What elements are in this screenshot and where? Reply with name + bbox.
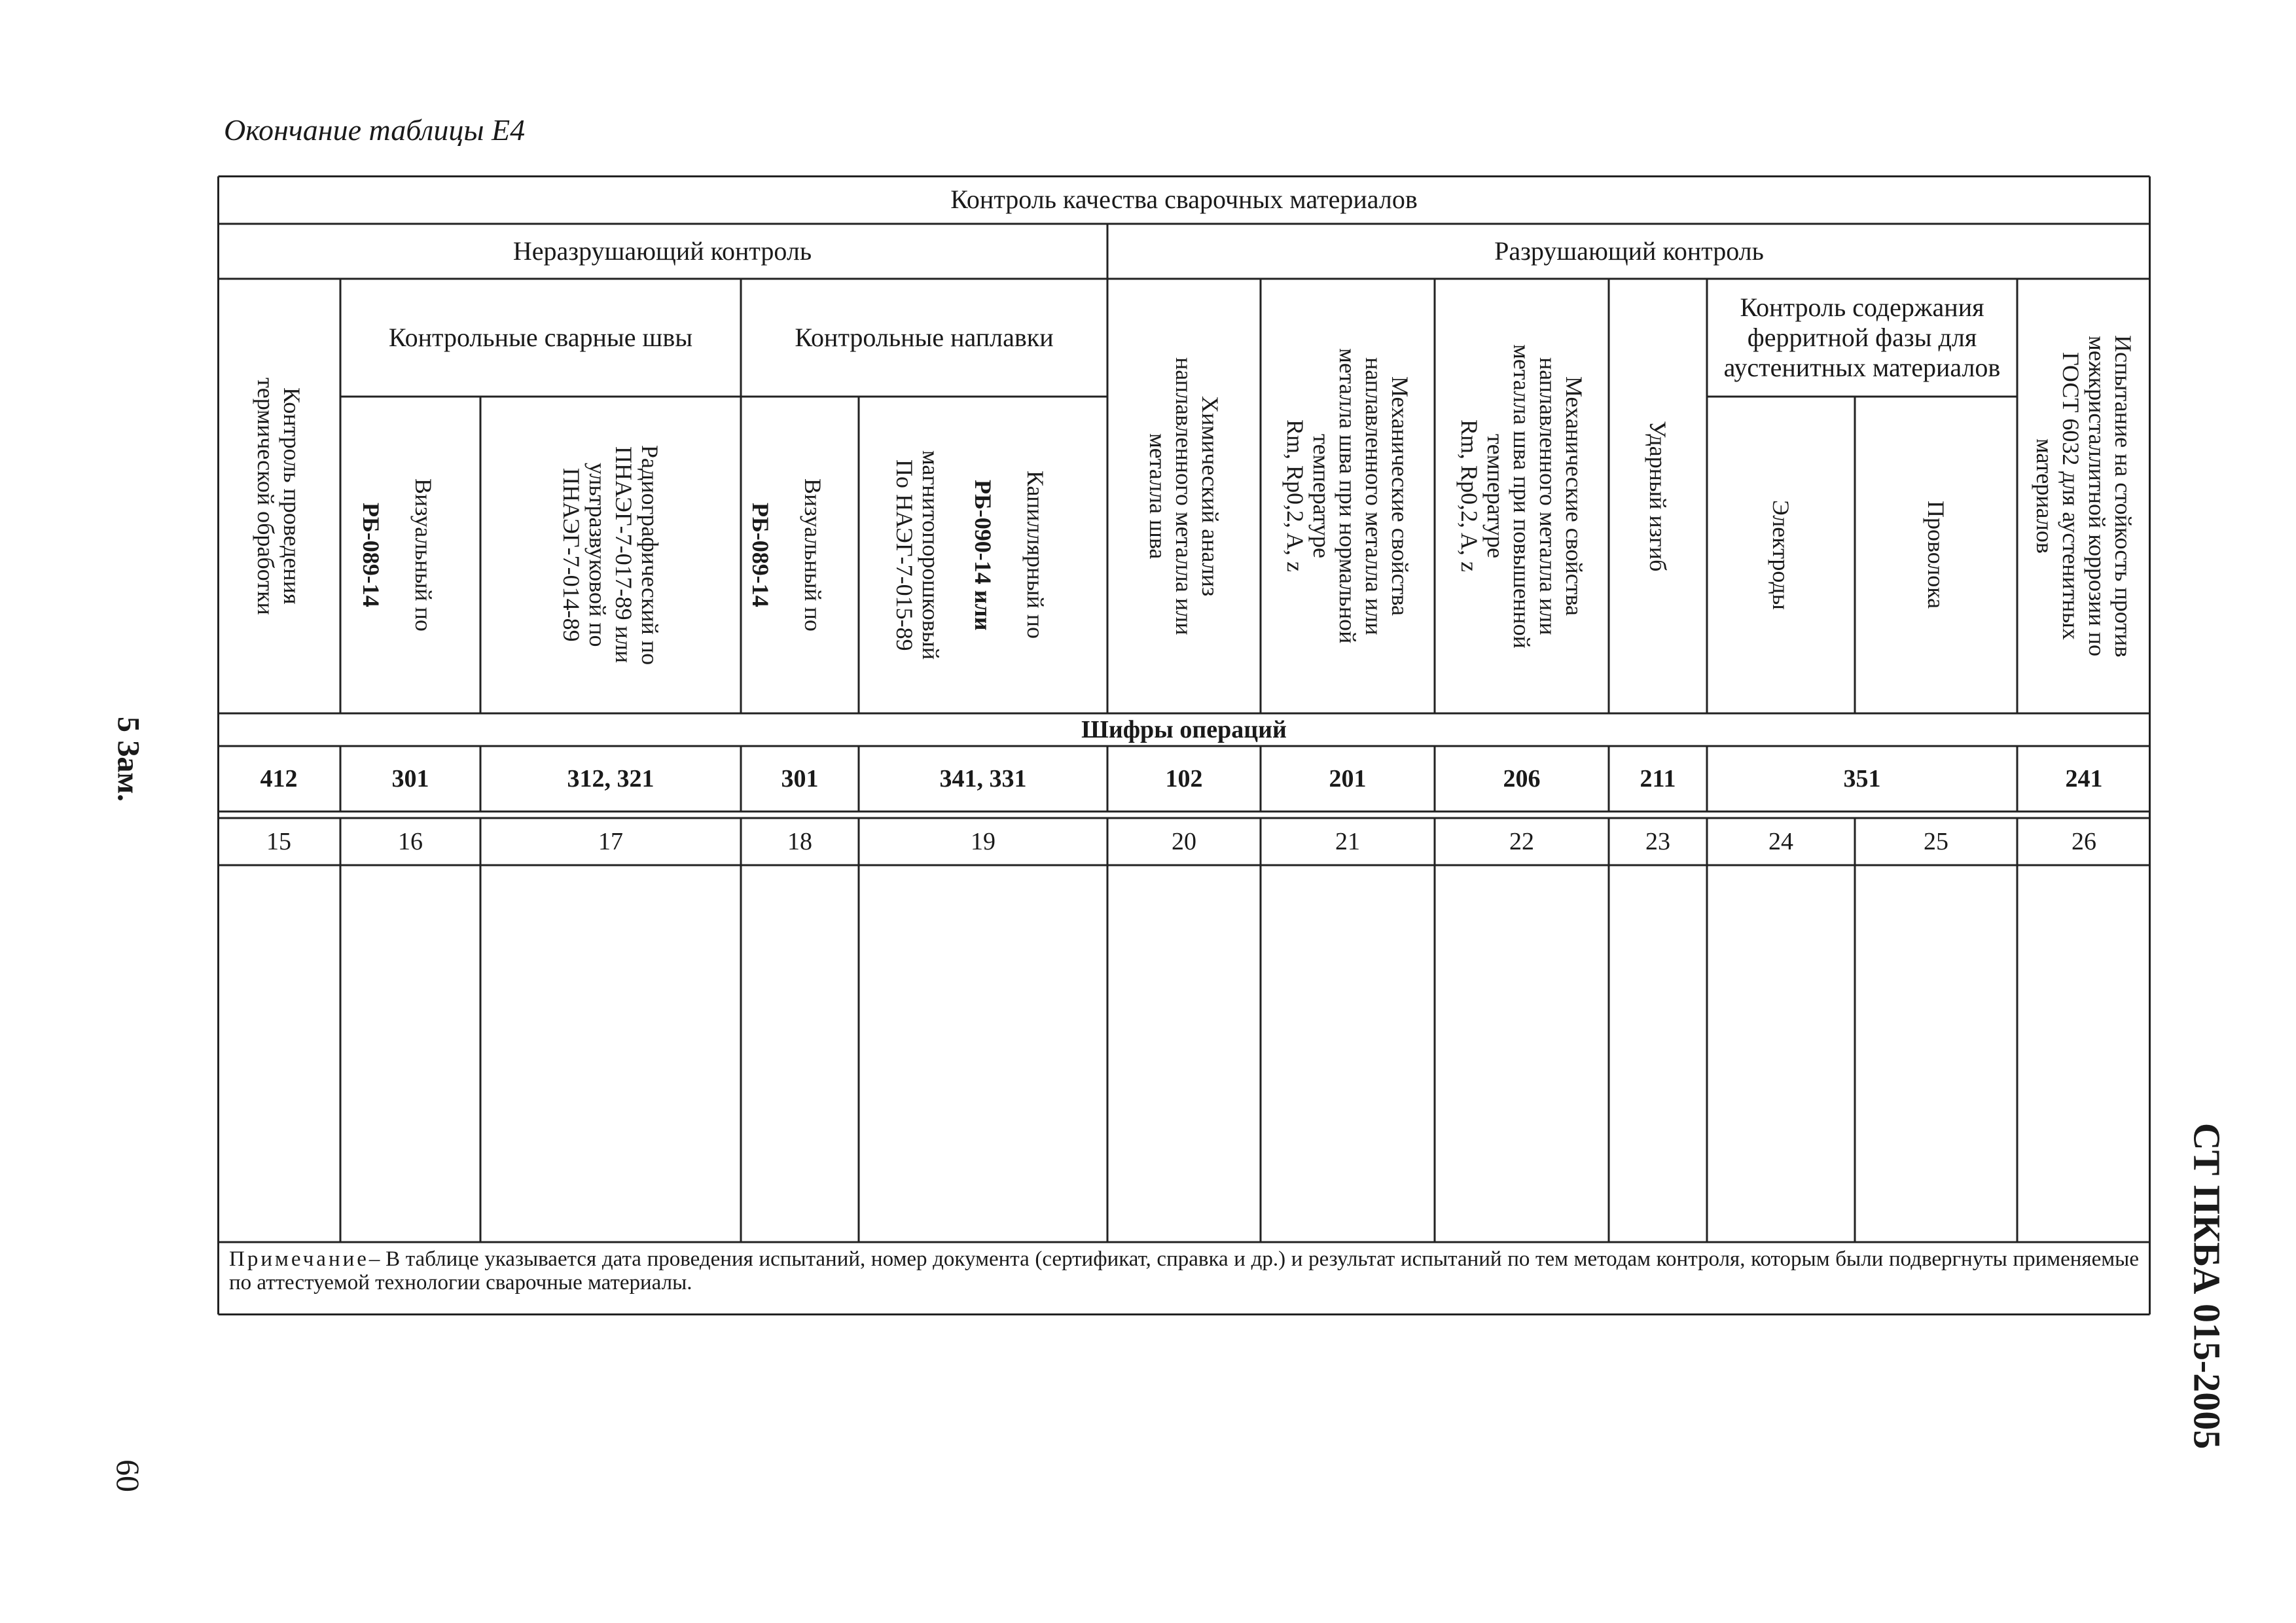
column-number: 20 bbox=[1172, 828, 1196, 855]
standard-designation: СТ ПКБА 015-2005 bbox=[2185, 1122, 2229, 1450]
column-number: 18 bbox=[787, 828, 812, 855]
column-number: 17 bbox=[598, 828, 623, 855]
header-visual-welds-method: Визуальный по bbox=[410, 478, 437, 632]
header-impact-bend-text: Ударный изгиб bbox=[1645, 420, 1671, 572]
column-number: 25 bbox=[1924, 828, 1948, 855]
subgroup-control-overlays: Контрольные наплавки bbox=[795, 323, 1054, 352]
codes-label: Шифры операций bbox=[1081, 716, 1287, 743]
code-cell: 206 bbox=[1503, 765, 1541, 793]
code-cell: 312, 321 bbox=[567, 765, 655, 793]
header-intergranular-corrosion-text: Испытание на стойкость против межкристаллитной коррозии по ГОСТ 6032 для аустенитных материалов bbox=[2032, 334, 2136, 658]
group-destructive: Разрушающий контроль bbox=[1494, 236, 1764, 266]
quality-control-table bbox=[217, 175, 2151, 1315]
code-cell: 211 bbox=[1640, 765, 1676, 793]
code-cell: 201 bbox=[1329, 765, 1367, 793]
note-text: – В таблице указывается дата проведения испытаний, номер документа (сертификат, справка и др.) и результат испытаний по тем методам контроля, которым были подвергнуты применяемые по аттестуемой технологии сварочные материалы. bbox=[229, 1247, 2139, 1294]
header-radiographic-text: Радиографический по ПНАЭГ-7-017-89 или ультразвуковой по ПНАЭГ-7-014-89 bbox=[558, 444, 663, 666]
column-number: 19 bbox=[971, 828, 996, 855]
code-cell: 341, 331 bbox=[939, 765, 1027, 793]
column-number: 26 bbox=[2072, 828, 2096, 855]
subgroup-ferrite: Контроль содержания ферритной фазы для аустенитных материалов bbox=[1723, 293, 2001, 382]
column-number: 23 bbox=[1645, 828, 1670, 855]
column-number: 15 bbox=[266, 828, 291, 855]
header-heat-treatment-text: Контроль проведения термической обработки bbox=[253, 377, 305, 615]
table-title: Контроль качества сварочных материалов bbox=[950, 185, 1418, 214]
code-cell: 412 bbox=[260, 765, 298, 793]
table-caption: Окончание таблицы Е4 bbox=[224, 113, 526, 147]
column-number: 22 bbox=[1509, 828, 1534, 855]
header-chemical-analysis-text: Химический анализ наплавленного металла или металла шва bbox=[1145, 357, 1223, 635]
header-capillary-doc: РБ-090-14 или bbox=[970, 479, 996, 631]
header-capillary-method: Капиллярный по bbox=[1022, 471, 1049, 639]
column-number: 21 bbox=[1335, 828, 1360, 855]
note-prefix: Примечание bbox=[229, 1247, 369, 1271]
header-capillary-rest: магнитопорошковый По НАЭГ-7-015-89 bbox=[891, 450, 944, 660]
header-mech-elevated-text: Механические свойства наплавленного металла или металла шва при повышенной температуре Rm, Rp0,2, A, z bbox=[1456, 344, 1587, 649]
header-visual-overlays-doc: РБ-089-14 bbox=[747, 503, 774, 607]
header-visual-welds-doc: РБ-089-14 bbox=[358, 503, 384, 607]
column-number: 24 bbox=[1768, 828, 1793, 855]
code-cell: 241 bbox=[2065, 765, 2103, 793]
subgroup-control-welds: Контрольные сварные швы bbox=[388, 323, 693, 352]
code-cell: 351 bbox=[1843, 765, 1881, 793]
header-mech-normal-text: Механические свойства наплавленного металла или металла шва при нормальной температуре Rm, Rp0,2, A, z bbox=[1282, 348, 1413, 644]
header-wire-text: Проволока bbox=[1923, 501, 1949, 609]
header-visual-overlays-method: Визуальный по bbox=[800, 478, 826, 632]
column-number: 16 bbox=[398, 828, 423, 855]
group-nondestructive: Неразрушающий контроль bbox=[512, 236, 812, 266]
code-cell: 301 bbox=[391, 765, 429, 793]
code-cell: 301 bbox=[781, 765, 819, 793]
amendment-label: 5 Зам. bbox=[111, 716, 146, 802]
table-grid bbox=[217, 175, 2151, 1315]
header-electrodes-text: Электроды bbox=[1768, 500, 1794, 610]
code-cell: 102 bbox=[1165, 765, 1203, 793]
page-number: 60 bbox=[110, 1459, 147, 1492]
